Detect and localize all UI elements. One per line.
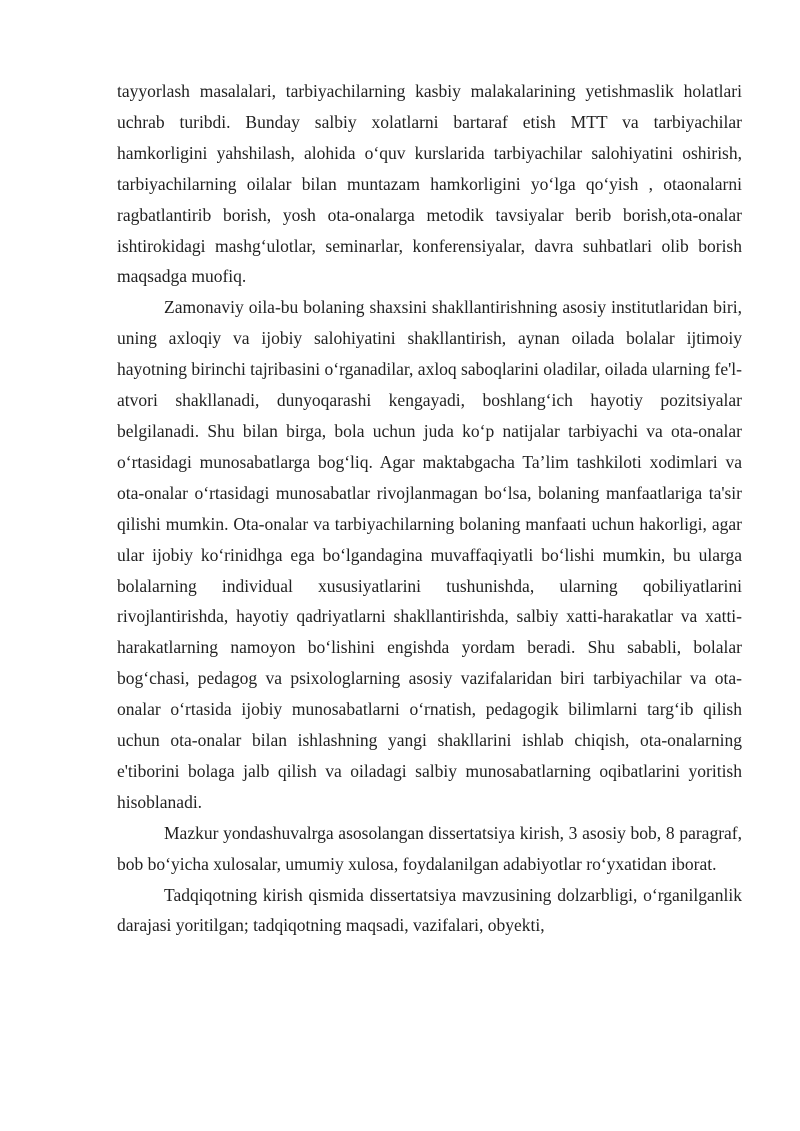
paragraph-modern-family: Zamonaviy oila-bu bolaning shaxsini shakllantirishning asosiy institutlaridan biri, uning axloqiy va ijobiy salohiyatini shakllantirish, aynan oilada bolalar ijtimoiy hayotning birinchi tajribasini o‘rganadilar, axloq saboqlarini oladilar, oilada ularning fe'l-atvori shakllanadi, dunyoqarashi kengayadi, boshlang‘ich hayotiy pozitsiyalar belgilanadi. Shu bilan birga, bola uchun juda ko‘p natijalar tarbiyachi va ota-onalar o‘rtasidagi munosabatlarga bog‘liq. Agar maktabgacha Ta’lim tashkiloti xodimlari va ota-onalar o‘rtasidagi munosabatlar rivojlanmagan bo‘lsa, bolaning manfaatlariga ta'sir qilishi mumkin. Ota-onalar va tarbiyachilarning bolaning manfaati uchun hakorligi, agar ular ijobiy ko‘rinidhga ega bo‘lgandagina muvaffaqiyatli bo‘lishi mumkin, bu ularga bolalarning individual xususiyatlarini tushunishda, ularning qobiliyatlarini rivojlantirishda, hayotiy qadriyatlarni shakllantirishda, salbiy xatti-harakatlar va xatti-harakatlarning namoyon bo‘lishini engishda yordam beradi. Shu sababli, bolalar bog‘chasi, pedagog va psixologlarning asosiy vazifalaridan biri tarbiyachilar va ota-onalar o‘rtasida ijobiy munosabatlarni o‘rnatish, pedagogik bilimlarni targ‘ib qilish uchun ota-onalar bilan ishlashning yangi shakllarini ishlab chiqish, ota-onalarning e'tiborini bolaga jalb qilish va oiladagi salbiy munosabatlarning oqibatlarini yoritish hisoblanadi.	[117, 297, 742, 812]
paragraph-introduction-summary: Tadqiqotning kirish qismida dissertatsiya mavzusining dolzarbligi, o‘rganilganlik darajasi yoritilgan; tadqiqotning maqsadi, vazifalari, obyekti,	[117, 884, 742, 936]
paragraph-continuation: tayyorlash masalalari, tarbiyachilarning kasbiy malakalarining yetishmaslik holatlari uchrab turibdi. Bunday salbiy xolatlarni bartaraf etish MTT va tarbiyachilar hamkorligini yahshilash, alohida o‘quv kurslarida tarbiyachilar salohiyatini oshirish, tarbiyachilarning oilalar bilan muntazam hamkorligini yo‘lga qo‘yish , otaonalarni ragbatlantirib borish, yosh ota-onalarga metodik tavsiyalar berib borish,ota-onalar ishtirokidagi mashg‘ulotlar, seminarlar, konferensiyalar, davra suhbatlari olib borish maqsadga muofiq.	[117, 81, 742, 287]
paragraph-dissertation-structure: Mazkur yondashuvalrga asosolangan dissertatsiya kirish, 3 asosiy bob, 8 paragraf, bob bo‘yicha xulosalar, umumiy xulosa, foydalanilgan adabiyotlar ro‘yxatidan iborat.	[117, 822, 742, 874]
body-text	[117, 76, 742, 941]
